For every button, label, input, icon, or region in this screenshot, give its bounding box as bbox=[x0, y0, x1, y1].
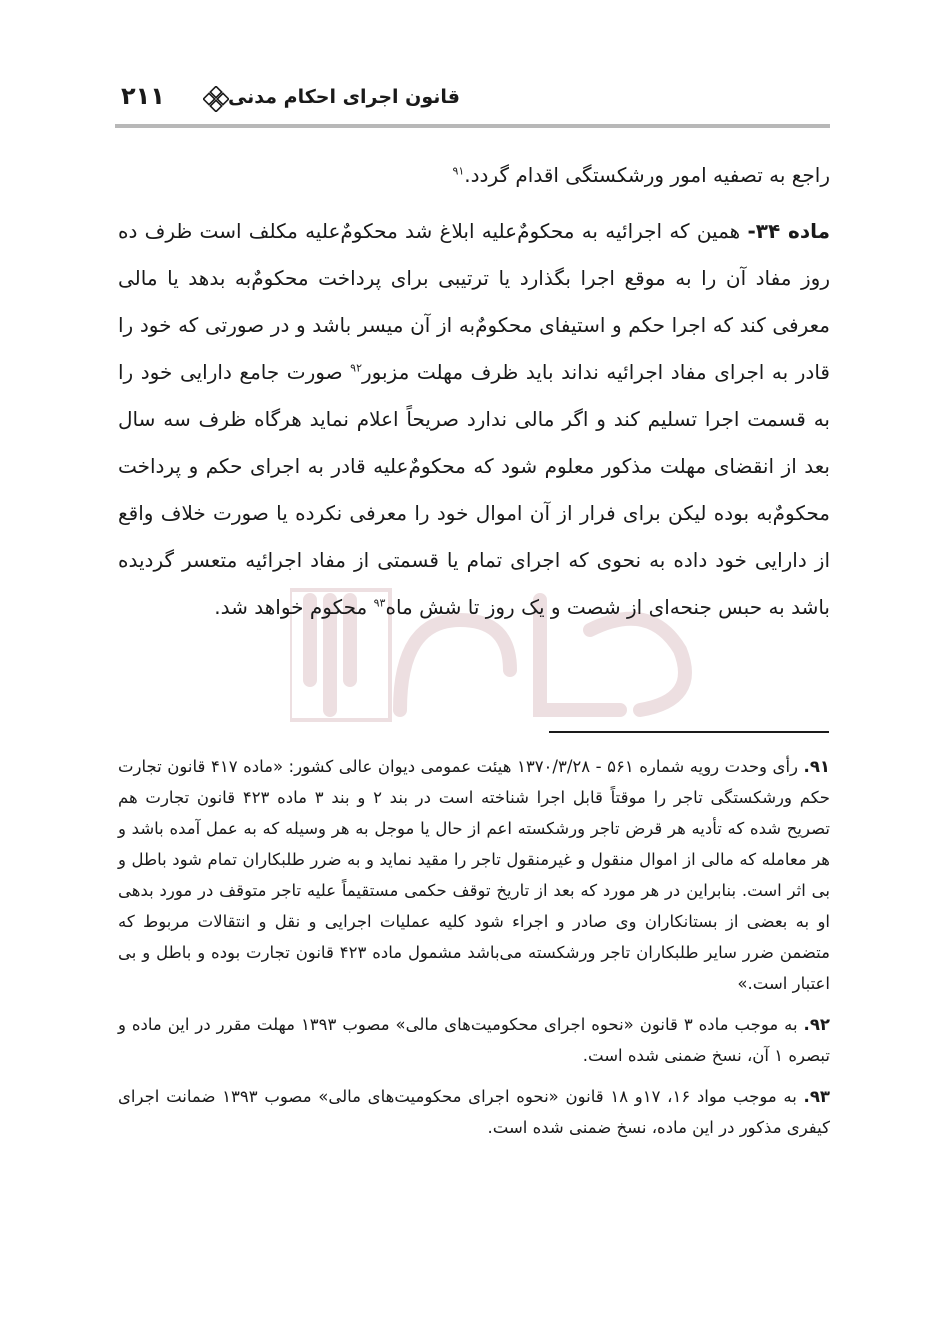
running-head-title: قانون اجرای احکام مدنی bbox=[227, 86, 460, 108]
continued-sentence: راجع به تصفیه امور ورشکستگی اقدام گردد. bbox=[464, 163, 830, 187]
article-34-paragraph bbox=[118, 208, 830, 631]
footnote-ref-91: ۹۱ bbox=[452, 164, 465, 178]
article-text-part-3: محکوم خواهد شد. bbox=[214, 595, 374, 619]
article-text-part-2: صورت جامع دارایی خود را به قسمت اجرا تسلیم کند و اگر مالی ندارد صریحاً اعلام نماید هرگاه ظرف سه سال بعد از انقضای مهلت مذکور معلوم شود که محکومٌ‌علیه قادر به اجرای حکم و پرداخت محکومٌ‌به بوده لیکن برای فرار از آن اموال خود را معرفی نکرده یا صورت خلاف واقع از دارایی خود داده به نحوی که اجرای تمام یا قسمتی از مفاد اجرائیه متعسر گردیده باشد به حبس جنحه‌ای از شصت و یک روز تا شش ماه bbox=[118, 360, 830, 619]
footnote-separator bbox=[549, 731, 829, 733]
footnote-91 bbox=[118, 751, 830, 999]
footnote-text: رأی وحدت رویه شماره ۵۶۱ - ۱۳۷۰/۳/۲۸ هیئت عمومی دیوان عالی کشور: «ماده ۴۱۷ قانون تجارت حکم ورشکستگی تاجر را موقتاً قابل اجرا شناخته است در بند ۲ و بند ۳ ماده ۴۲۳ قانون تجارت هم تصریح شده که تأدیه هر قرض تاجر ورشکسته اعم از حال یا موجل به هر وسیله که به عمل آمده باشد و هر معامله که مالی از اموال منقول و غیرمنقول تاجر را مقید نماید و به ضرر طلبکاران تمام شود باطل و بی اثر است. بنابراین در هر مورد که بعد از تاریخ توقف حکمی مستقیماً علیه تاجر متوقف در مورد بدهی او به بعضی از بستانکاران وی صادر و اجراء شود کلیه عملیات اجرایی و نقل و انتقالات مربوط که متضمن ضرر سایر طلبکاران تاجر ورشکسته می‌باشد مشمول ماده ۴۲۳ قانون تجارت بوده و باطل و بی اعتبار است.» bbox=[118, 757, 831, 993]
header-rule bbox=[115, 124, 830, 128]
footnote-text: به موجب ماده ۳ قانون «نحوه اجرای محکومیت‌های مالی» مصوب ۱۳۹۳ مهلت مقرر در این ماده و تبصره ۱ آن، نسخ ضمنی شده است. bbox=[118, 1015, 830, 1065]
article-text-part-1: همین که اجرائیه به محکومٌ‌علیه ابلاغ شد محکومٌ‌علیه مکلف است ظرف ده روز مفاد آن را به موقع اجرا بگذارد یا ترتیبی برای پرداخت محکومٌ‌به بدهد یا مالی معرفی کند که اجرا حکم و استیفای محکومٌ‌به از آن میسر باشد و در صورتی که خود را قادر به اجرای مفاد اجرائیه نداند باید ظرف مهلت مزبور bbox=[118, 219, 830, 384]
main-text bbox=[118, 152, 830, 631]
footnote-number: ۹۳. bbox=[803, 1087, 830, 1106]
footnote-93 bbox=[118, 1081, 830, 1143]
footnote-number: ۹۲. bbox=[803, 1015, 830, 1034]
footnote-ref-92: ۹۲ bbox=[350, 361, 362, 375]
footnotes bbox=[118, 751, 830, 1153]
continued-paragraph bbox=[118, 152, 830, 199]
footnote-number: ۹۱. bbox=[803, 757, 830, 776]
article-label: ماده ۳۴- bbox=[747, 219, 830, 243]
page-number: ۲۱۱ bbox=[121, 82, 165, 110]
diamond-ornament-icon bbox=[203, 86, 229, 112]
footnote-92 bbox=[118, 1009, 830, 1071]
footnote-ref-93: ۹۳ bbox=[373, 596, 386, 610]
footnote-text: به موجب مواد ۱۶، ۱۷و ۱۸ قانون «نحوه اجرای محکومیت‌های مالی» مصوب ۱۳۹۳ ضمانت اجرای کیفری مذکور در این ماده، نسخ ضمنی شده است. bbox=[118, 1087, 830, 1137]
page-header bbox=[115, 78, 830, 124]
